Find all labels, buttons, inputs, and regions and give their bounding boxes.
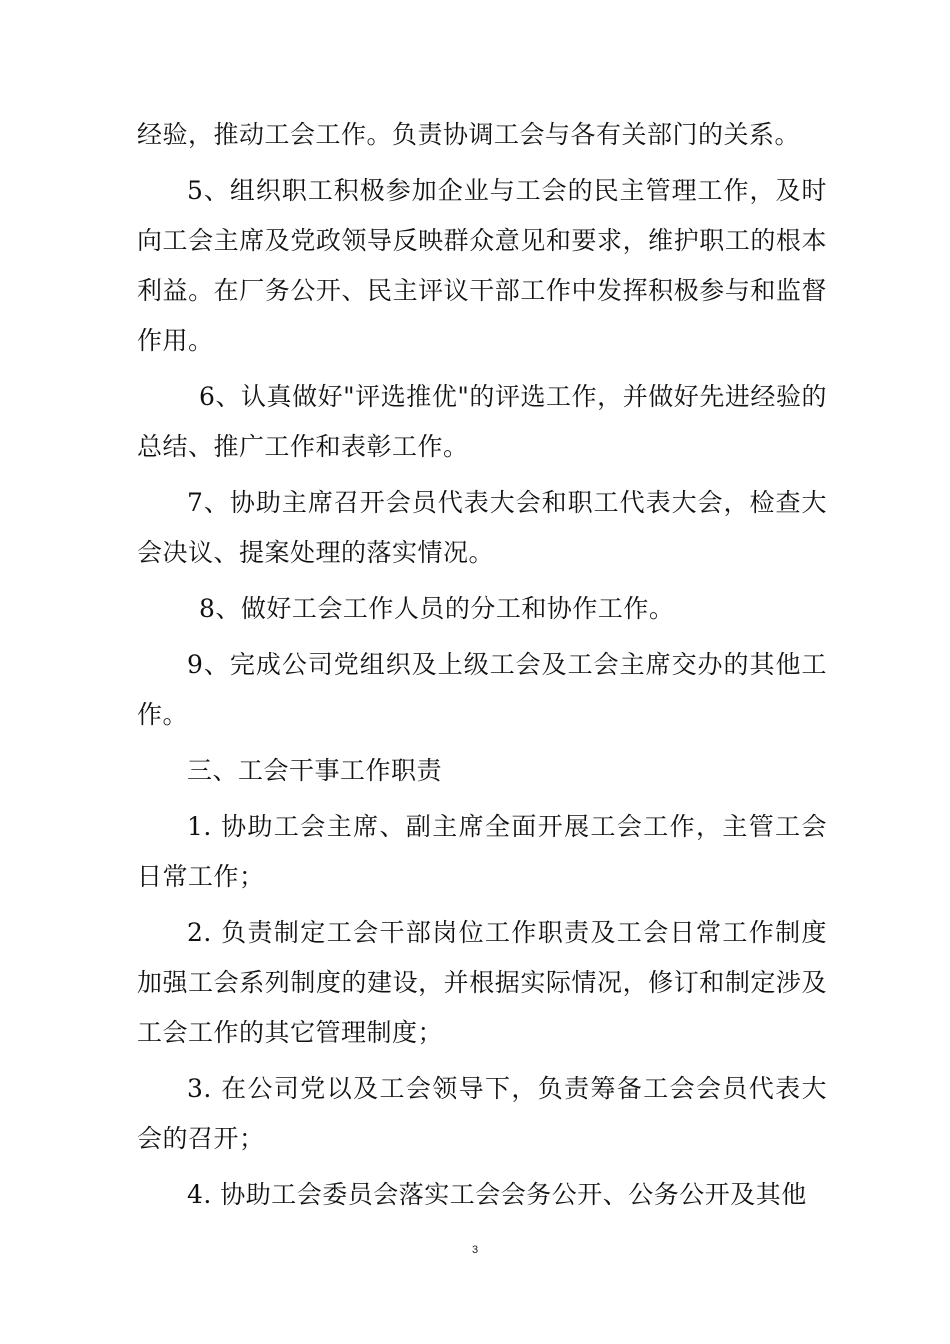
paragraph-duty-2: 2. 负责制定工会干部岗位工作职责及工会日常工作制度加强工会系列制度的建设，并根据实际情况，修订和制定涉及工会工作的其它管理制度； [137,918,827,1047]
section-heading-3: 三、工会干事工作职责 [187,756,443,785]
page-number: 3 [471,1244,479,1256]
paragraph-item-9: 9、完成公司党组织及上级工会及工会主席交办的其他工作。 [137,650,827,729]
paragraph-item-5: 5、组织职工积极参加企业与工会的民主管理工作，及时向工会主席及党政领导反映群众意见和要求，维护职工的根本利益。在厂务公开、民主评议干部工作中发挥积极参与和监督作用。 [137,176,827,355]
document-body [137,110,827,1226]
paragraph-continuation: 经验，推动工会工作。负责协调工会与各有关部门的关系。 [137,120,801,149]
paragraph-duty-3: 3. 在公司党以及工会领导下，负责筹备工会会员代表大会的召开； [137,1074,827,1153]
paragraph-item-6: 6、认真做好"评选推优"的评选工作，并做好先进经验的总结、推广工作和表彰工作。 [137,382,827,461]
paragraph-duty-4: 4. 协助工会委员会落实工会会务公开、公务公开及其他 [187,1180,807,1209]
paragraph-item-8: 8、做好工会工作人员的分工和协作工作。 [199,594,675,623]
paragraph-duty-1: 1. 协助工会主席、副主席全面开展工会工作，主管工会日常工作； [137,812,827,891]
paragraph-item-7: 7、协助主席召开会员代表大会和职工代表大会，检查大会决议、提案处理的落实情况。 [137,488,827,567]
